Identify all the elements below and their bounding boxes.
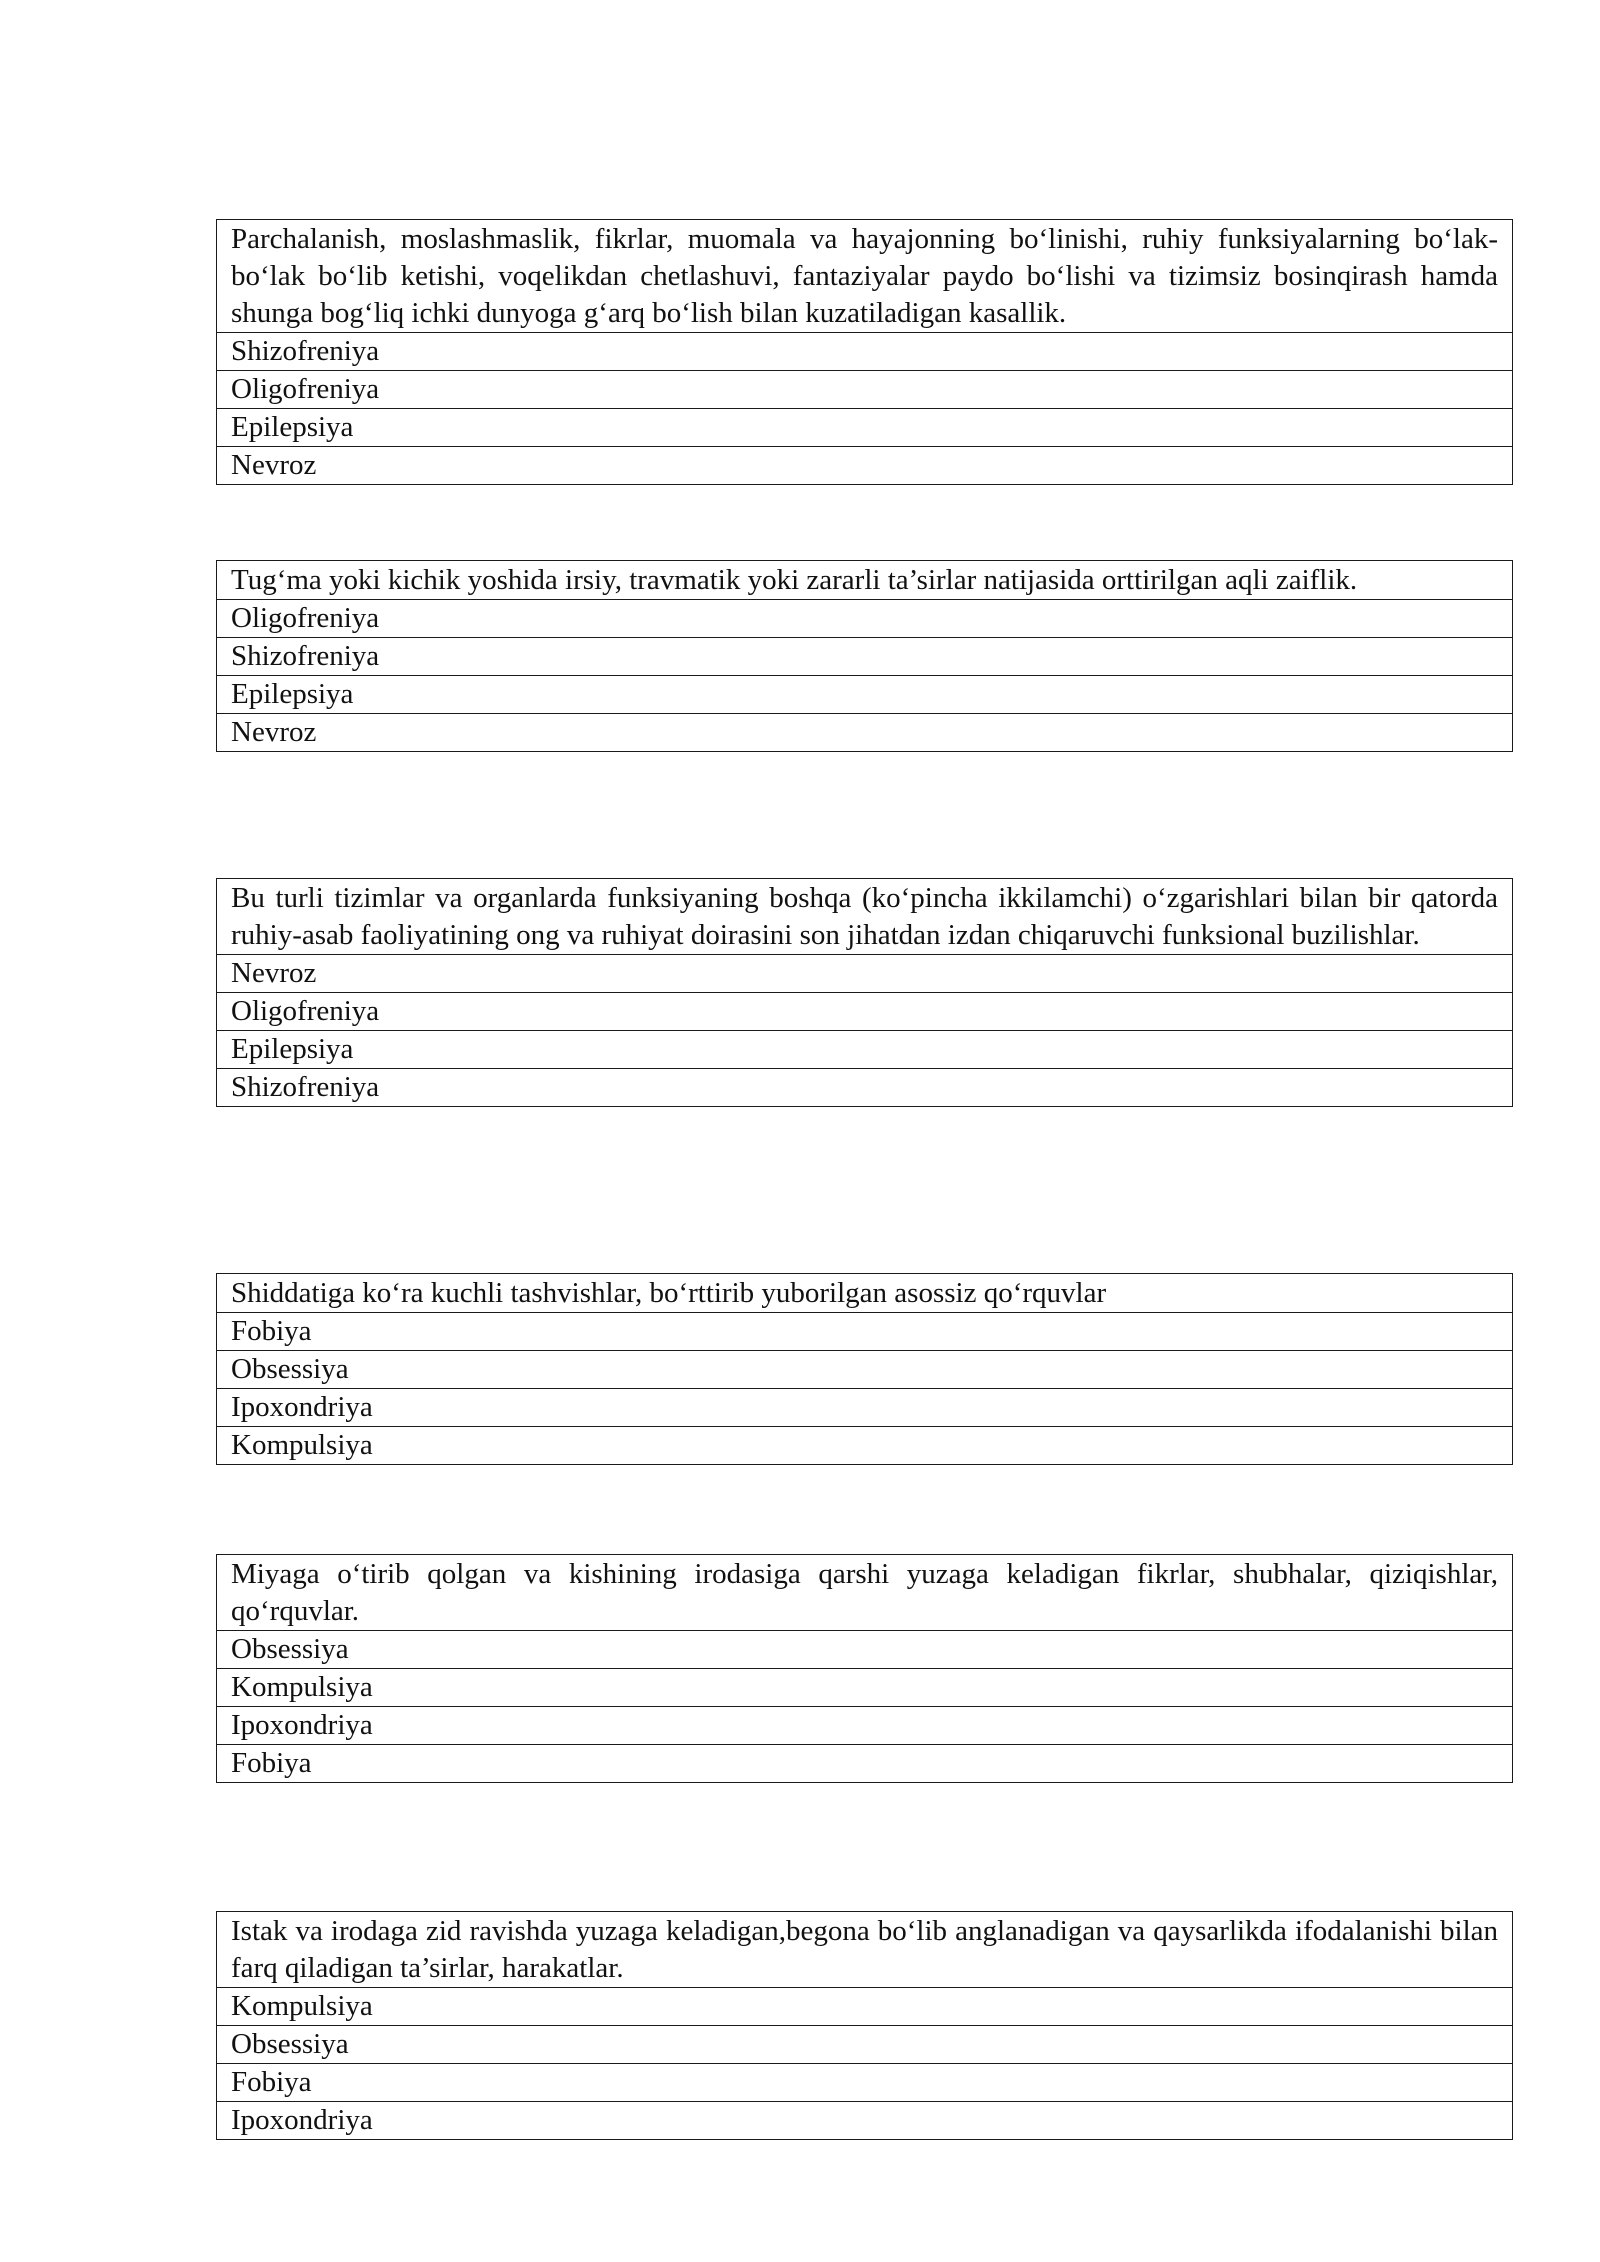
answer-option: Oligofreniya: [217, 371, 1513, 409]
answer-option: Kompulsiya: [217, 1427, 1513, 1465]
answer-option: Ipoxondriya: [217, 2102, 1513, 2140]
question-table-6: [216, 1911, 1513, 2140]
answer-option: Nevroz: [217, 714, 1513, 752]
question-text: Miyaga o‘tirib qolgan va kishining irodasiga qarshi yuzaga keladigan fikrlar, shubhalar, qiziqishlar, qo‘rquvlar.: [217, 1555, 1513, 1631]
answer-option: Oligofreniya: [217, 993, 1513, 1031]
question-text: Parchalanish, moslashmaslik, fikrlar, muomala va hayajonning bo‘linishi, ruhiy funksiyalarning bo‘lak-bo‘lak bo‘lib ketishi, voqelikdan chetlashuvi, fantaziyalar paydo bo‘lishi va tizimsiz bosinqirash hamda shunga bog‘liq ichki dunyoga g‘arq bo‘lish bilan kuzatiladigan kasallik.: [217, 220, 1513, 333]
question-table-3: [216, 878, 1513, 1107]
answer-option: Obsessiya: [217, 2026, 1513, 2064]
question-text: Bu turli tizimlar va organlarda funksiyaning boshqa (ko‘pincha ikkilamchi) o‘zgarishlari bilan bir qatorda ruhiy-asab faoliyatining ong va ruhiyat doirasini son jihatdan izdan chiqaruvchi funksional buzilishlar.: [217, 879, 1513, 955]
question-table-5: [216, 1554, 1513, 1783]
answer-option: Epilepsiya: [217, 409, 1513, 447]
answer-option: Obsessiya: [217, 1631, 1513, 1669]
answer-option: Nevroz: [217, 955, 1513, 993]
answer-option: Shizofreniya: [217, 638, 1513, 676]
answer-option: Shizofreniya: [217, 1069, 1513, 1107]
answer-option: Fobiya: [217, 2064, 1513, 2102]
question-table-4: [216, 1273, 1513, 1465]
question-table-2: [216, 560, 1513, 752]
answer-option: Shizofreniya: [217, 333, 1513, 371]
answer-option: Nevroz: [217, 447, 1513, 485]
answer-option: Kompulsiya: [217, 1669, 1513, 1707]
answer-option: Ipoxondriya: [217, 1389, 1513, 1427]
answer-option: Fobiya: [217, 1313, 1513, 1351]
question-text: Istak va irodaga zid ravishda yuzaga keladigan,begona bo‘lib anglanadigan va qaysarlikda ifodalanishi bilan farq qiladigan ta’sirlar, harakatlar.: [217, 1912, 1513, 1988]
answer-option: Oligofreniya: [217, 600, 1513, 638]
answer-option: Kompulsiya: [217, 1988, 1513, 2026]
answer-option: Fobiya: [217, 1745, 1513, 1783]
question-table-1: [216, 219, 1513, 485]
answer-option: Epilepsiya: [217, 1031, 1513, 1069]
question-text: Tug‘ma yoki kichik yoshida irsiy, travmatik yoki zararli ta’sirlar natijasida orttirilgan aqli zaiflik.: [217, 561, 1513, 600]
answer-option: Obsessiya: [217, 1351, 1513, 1389]
answer-option: Epilepsiya: [217, 676, 1513, 714]
answer-option: Ipoxondriya: [217, 1707, 1513, 1745]
question-text: Shiddatiga ko‘ra kuchli tashvishlar, bo‘rttirib yuborilgan asossiz qo‘rquvlar: [217, 1274, 1513, 1313]
